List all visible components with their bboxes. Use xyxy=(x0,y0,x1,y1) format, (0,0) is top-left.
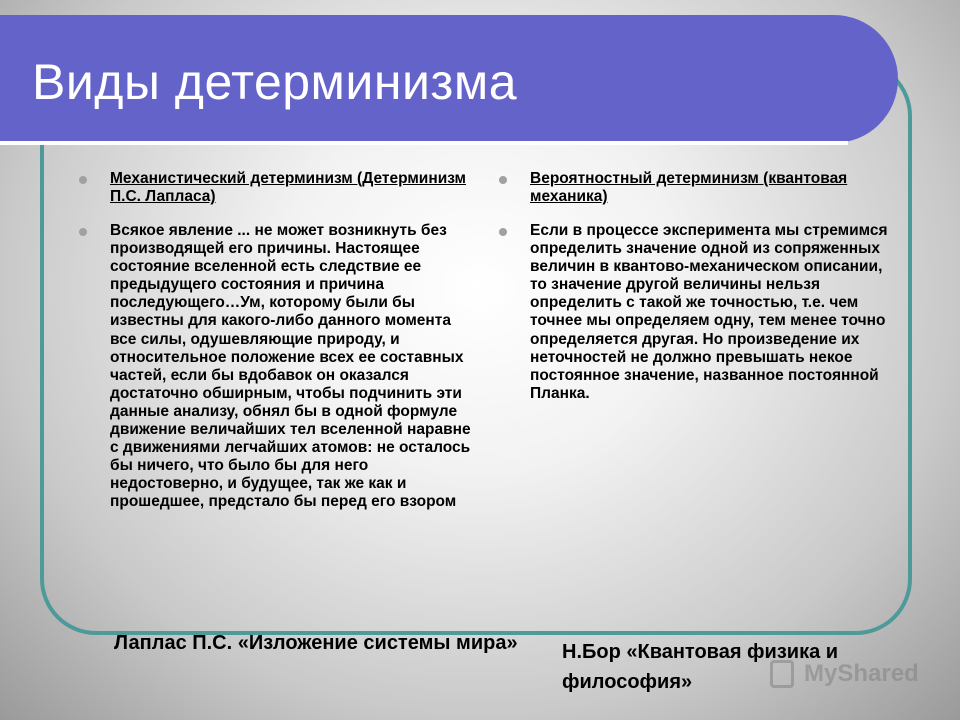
bullet-icon xyxy=(499,176,507,184)
left-caption: Лаплас П.С. «Изложение системы мира» xyxy=(114,632,518,654)
watermark-logo xyxy=(770,656,930,696)
right-quote-item xyxy=(496,222,896,403)
slide-title: Виды детерминизма xyxy=(32,54,518,110)
left-quote: Всякое явление ... не может возникнуть без производящей его причины. Настоящее состояние вселенной есть следствие ее предыдущего состояния и причина последующего…Ум, которому были бы известны для какого-либо данного момента все силы, одушевляющие природу, и относительное положение всех ее составных частей, если бы вдобавок он оказался достаточно обширным, чтобы подчинить эти данные анализу, обнял бы в одной формуле движение величайших тел вселенной наравне с движениями легчайших атомов: не осталось бы ничего, что было бы для него недостоверно, и будущее, так же как и прошедшее, предстало бы перед его взором xyxy=(110,222,471,511)
right-heading[interactable]: Вероятностный детерминизм (квантовая механика) xyxy=(530,170,848,205)
bullet-icon xyxy=(499,228,507,236)
bullet-icon xyxy=(79,176,87,184)
watermark-text: MyShared xyxy=(804,660,919,687)
right-caption: Н.Бор «Квантовая физика и философия» xyxy=(562,641,839,693)
left-heading[interactable]: Механистический детерминизм (Детерминизм П.С. Лапласа) xyxy=(110,170,467,205)
title-underline xyxy=(0,141,848,145)
right-column xyxy=(496,170,896,419)
left-column xyxy=(76,170,476,528)
right-heading-item xyxy=(496,170,896,206)
watermark-icon xyxy=(770,660,794,688)
left-quote-item xyxy=(76,222,476,512)
title-band xyxy=(0,15,898,143)
left-heading-item xyxy=(76,170,476,206)
bullet-icon xyxy=(79,228,87,236)
right-quote: Если в процессе эксперимента мы стремимся определить значение одной из сопряженных величин в квантово-механическом описании, то значение другой величины нельзя определить с такой же точностью, т.е. чем точнее мы определяем одну, тем менее точно определяется другая. Но произведение их неточностей не должно превышать некое постоянное значение, названное постоянной Планка. xyxy=(530,222,888,402)
